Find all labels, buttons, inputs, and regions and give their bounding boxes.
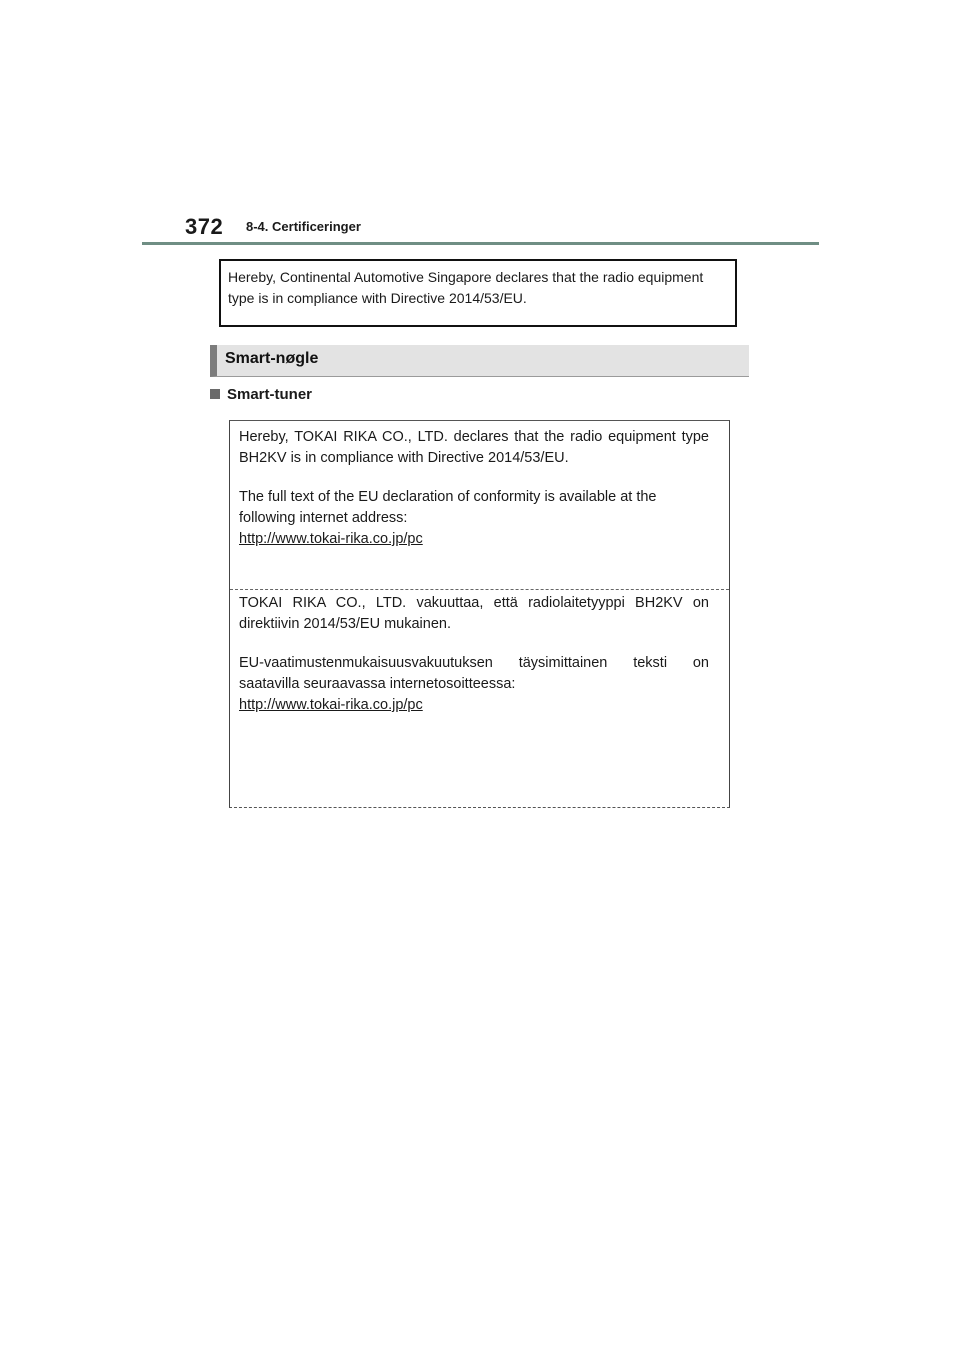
certificate-image-box <box>229 420 730 808</box>
section-heading: Smart-nøgle <box>225 350 319 367</box>
cert-finnish-block <box>239 593 709 716</box>
section-heading-bar <box>210 345 749 377</box>
cert-line: BH2KV is in compliance with Directive 2014/53/EU. <box>239 450 569 466</box>
cert-line: direktiivin 2014/53/EU mukainen. <box>239 616 451 632</box>
continental-notice-box <box>219 259 737 327</box>
cert-english-block <box>239 427 709 550</box>
cert-line: The full text of the EU declaration of conformity is available at the <box>239 489 657 505</box>
page-number: 372 <box>185 214 224 239</box>
cert-line: following internet address: <box>239 510 408 526</box>
cert-line: EU-vaatimustenmukaisuusvakuutuksen täysimittainen teksti on <box>239 655 709 671</box>
sub-heading-label: Smart-tuner <box>227 386 313 403</box>
notice-line: Hereby, Continental Automotive Singapore declares that the radio equipment <box>228 269 704 285</box>
cert-divider <box>230 589 729 590</box>
declaration-link[interactable]: http://www.tokai-rika.co.jp/pc <box>239 531 423 547</box>
cert-line: TOKAI RIKA CO., LTD. vakuuttaa, että radiolaitetyyppi BH2KV on <box>239 595 709 611</box>
sub-heading <box>210 386 312 403</box>
notice-line: type is in compliance with Directive 2014/53/EU. <box>228 290 527 306</box>
declaration-link[interactable]: http://www.tokai-rika.co.jp/pc <box>239 697 423 713</box>
cert-line: saatavilla seuraavassa internetosoitteessa: <box>239 676 516 692</box>
square-bullet-icon <box>210 389 220 399</box>
section-title: 8-4. Certificeringer <box>246 219 361 234</box>
cert-line: Hereby, TOKAI RIKA CO., LTD. declares that the radio equipment type <box>239 429 709 445</box>
header-rule <box>142 242 819 245</box>
